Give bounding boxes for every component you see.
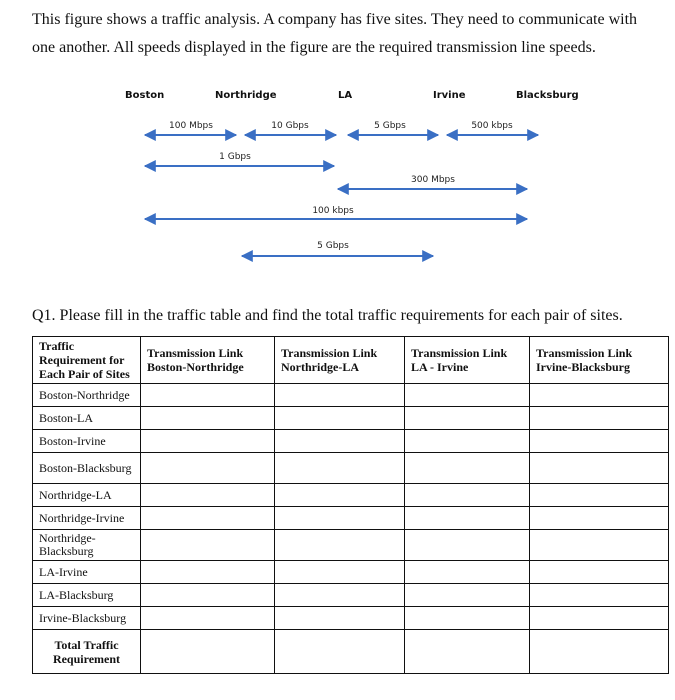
table-total-row [33, 630, 669, 674]
site-label-la: LA [338, 90, 353, 101]
input-cell[interactable] [141, 407, 275, 430]
link-speed-label: 5 Gbps [374, 121, 406, 131]
input-cell[interactable] [405, 407, 530, 430]
link-speed-label: 300 Mbps [411, 175, 455, 185]
traffic-table [32, 336, 669, 674]
table-row [33, 507, 669, 530]
link-speed-label: 1 Gbps [219, 152, 251, 162]
table-row [33, 453, 669, 484]
total-label: Total Traffic Requirement [33, 630, 141, 674]
table-row [33, 561, 669, 584]
input-cell[interactable] [275, 384, 405, 407]
table-row [33, 430, 669, 453]
input-cell[interactable] [405, 584, 530, 607]
input-cell[interactable] [405, 384, 530, 407]
table-header-northridge-la: Transmission Link Northridge-LA [275, 337, 405, 384]
input-cell[interactable] [405, 530, 530, 561]
row-label: Irvine-Blacksburg [33, 607, 141, 630]
input-cell[interactable] [530, 607, 669, 630]
input-cell[interactable] [275, 453, 405, 484]
input-cell[interactable] [275, 584, 405, 607]
input-cell[interactable] [405, 453, 530, 484]
input-cell[interactable] [275, 484, 405, 507]
input-cell[interactable] [530, 561, 669, 584]
row-label: Northridge-Blacksburg [33, 530, 141, 561]
input-cell[interactable] [530, 530, 669, 561]
table-row [33, 607, 669, 630]
input-cell[interactable] [405, 484, 530, 507]
input-cell[interactable] [275, 407, 405, 430]
table-header-boston-northridge: Transmission Link Boston-Northridge [141, 337, 275, 384]
row-label: Boston-LA [33, 407, 141, 430]
input-cell[interactable] [405, 561, 530, 584]
input-cell[interactable] [141, 584, 275, 607]
row-label: Northridge-LA [33, 484, 141, 507]
input-cell[interactable] [275, 607, 405, 630]
table-row [33, 484, 669, 507]
input-cell[interactable] [141, 561, 275, 584]
input-cell[interactable] [530, 430, 669, 453]
table-row [33, 530, 669, 561]
link-arrows-diagram [0, 0, 675, 300]
input-cell[interactable] [275, 430, 405, 453]
row-label: Northridge-Irvine [33, 507, 141, 530]
input-cell[interactable] [530, 384, 669, 407]
input-cell[interactable] [141, 453, 275, 484]
input-cell[interactable] [275, 561, 405, 584]
link-speed-label: 500 kbps [471, 121, 513, 131]
input-cell[interactable] [141, 430, 275, 453]
link-speed-label: 10 Gbps [271, 121, 309, 131]
input-cell[interactable] [275, 530, 405, 561]
intro-paragraph: This figure shows a traffic analysis. A company has five sites. They need to communicate with one another. All speeds displayed in the figure are the required transmission line speeds. [32, 11, 638, 56]
row-label: Boston-Irvine [33, 430, 141, 453]
input-cell[interactable] [530, 584, 669, 607]
table-header-la-irvine: Transmission Link LA - Irvine [405, 337, 530, 384]
input-cell[interactable] [141, 530, 275, 561]
input-cell[interactable] [530, 484, 669, 507]
total-cell[interactable] [530, 630, 669, 674]
link-speed-label: 5 Gbps [317, 241, 349, 251]
row-label: LA-Blacksburg [33, 584, 141, 607]
table-header-row [33, 337, 669, 384]
input-cell[interactable] [141, 484, 275, 507]
link-speed-label: 100 Mbps [169, 121, 213, 131]
input-cell[interactable] [275, 507, 405, 530]
total-cell[interactable] [141, 630, 275, 674]
input-cell[interactable] [141, 507, 275, 530]
total-cell[interactable] [405, 630, 530, 674]
input-cell[interactable] [405, 607, 530, 630]
site-label-boston: Boston [125, 90, 165, 101]
table-row [33, 384, 669, 407]
table-row [33, 407, 669, 430]
site-label-blacksburg: Blacksburg [516, 90, 579, 101]
total-cell[interactable] [275, 630, 405, 674]
row-label: Boston-Northridge [33, 384, 141, 407]
input-cell[interactable] [405, 507, 530, 530]
question-text: Q1. Please fill in the traffic table and find the total traffic requirements for each pair of sites. [32, 307, 623, 324]
table-header-irvine-blacksburg: Transmission Link Irvine-Blacksburg [530, 337, 669, 384]
input-cell[interactable] [141, 384, 275, 407]
site-label-northridge: Northridge [215, 90, 277, 101]
table-row [33, 584, 669, 607]
row-label: Boston-Blacksburg [33, 453, 141, 484]
row-label: LA-Irvine [33, 561, 141, 584]
input-cell[interactable] [530, 407, 669, 430]
input-cell[interactable] [141, 607, 275, 630]
input-cell[interactable] [405, 430, 530, 453]
input-cell[interactable] [530, 507, 669, 530]
table-header-pair: Traffic Requirement for Each Pair of Sites [33, 337, 141, 384]
site-label-irvine: Irvine [433, 90, 466, 101]
input-cell[interactable] [530, 453, 669, 484]
link-speed-label: 100 kbps [312, 206, 354, 216]
